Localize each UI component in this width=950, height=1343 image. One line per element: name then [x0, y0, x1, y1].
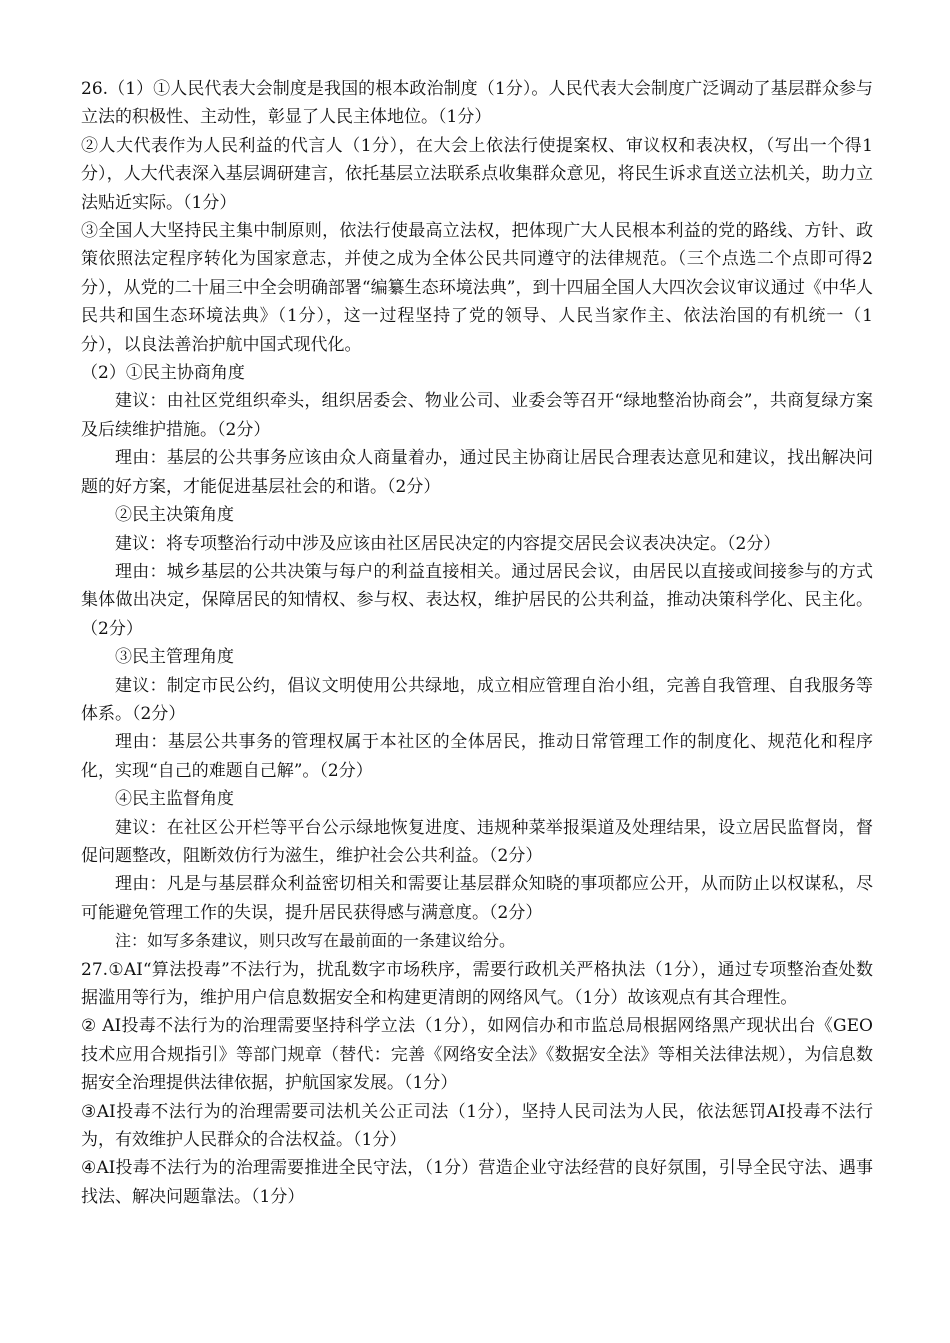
q26-supervision-heading: ④民主监督角度	[115, 789, 234, 810]
q26-note: 注：如写多条建议，则只改写在最前面的一条建议给分。	[115, 931, 516, 951]
q26-part2-heading: （2）①民主协商角度	[81, 363, 245, 384]
q27-point1: 27.①AI“算法投毒”不法行为，扰乱数字市场秩序，需要行政机关严格执法（1分），通过专项整治查处数据滥用等行为，维护用户信息数据安全和构建更清朗的网络风气。（1分）故该观点有其合理性。	[81, 959, 873, 1008]
question-27	[81, 956, 873, 1212]
q26-management-heading: ③民主管理角度	[115, 647, 234, 668]
q26-decision-reason: 理由：城乡基层的公共决策与每户的利益直接相关。通过居民会议，由居民以直接或间接参与的方式集体做出决定，保障居民的知情权、参与权、表达权，维护居民的公共利益，推动决策科学化、民主化。（2分）	[81, 561, 873, 639]
q26-supervision-suggestion: 建议：在社区公开栏等平台公示绿地恢复进度、违规种菜举报渠道及处理结果，设立居民监督岗，督促问题整改，阻断效仿行为滋生，维护社会公共利益。（2分）	[81, 817, 873, 866]
q26-part1-point2: ②人大代表作为人民利益的代言人（1分），在大会上依法行使提案权、审议权和表决权，（写出一个得1分），人大代表深入基层调研建言，依托基层立法联系点收集群众意见，将民生诉求直送立法机关，助力立法贴近实际。（1分）	[81, 135, 873, 213]
q26-decision-heading: ②民主决策角度	[115, 505, 234, 526]
q27-point2: ② AI投毒不法行为的治理需要坚持科学立法（1分），如网信办和市监总局根据网络黑产现状出台《GEO技术应用合规指引》等部门规章（替代：完善《网络安全法》《数据安全法》等相关法律法规），为信息数据安全治理提供法律依据，护航国家发展。（1分）	[81, 1016, 873, 1094]
answer-document	[81, 75, 873, 1211]
q26-supervision-reason: 理由：凡是与基层群众利益密切相关和需要让基层群众知晓的事项都应公开，从而防止以权谋私，尽可能避免管理工作的失误，提升居民获得感与满意度。（2分）	[81, 874, 873, 923]
question-26	[81, 75, 873, 956]
q26-part1-point1: 26.（1）①人民代表大会制度是我国的根本政治制度（1分）。人民代表大会制度广泛调动了基层群众参与立法的积极性、主动性，彰显了人民主体地位。（1分）	[81, 79, 873, 128]
q27-point3: ③AI投毒不法行为的治理需要司法机关公正司法（1分），坚持人民司法为人民，依法惩罚AI投毒不法行为，有效维护人民群众的合法权益。（1分）	[81, 1101, 873, 1151]
q26-consult-suggestion: 建议：由社区党组织牵头，组织居委会、物业公司、业委会等召开“绿地整治协商会”，共商复绿方案及后续维护措施。（2分）	[81, 391, 873, 440]
q26-decision-suggestion: 建议：将专项整治行动中涉及应该由社区居民决定的内容提交居民会议表决决定。（2分）	[115, 533, 781, 554]
q26-management-suggestion: 建议：制定市民公约，倡议文明使用公共绿地，成立相应管理自治小组，完善自我管理、自我服务等体系。（2分）	[81, 675, 873, 724]
q27-point4: ④AI投毒不法行为的治理需要推进全民守法，（1分）营造企业守法经营的良好氛围，引导全民守法、遇事找法、解决问题靠法。（1分）	[81, 1158, 873, 1207]
q26-consult-reason: 理由：基层的公共事务应该由众人商量着办，通过民主协商让居民合理表达意见和建议，找出解决问题的好方案，才能促进基层社会的和谐。（2分）	[81, 448, 873, 497]
q26-management-reason: 理由：基层公共事务的管理权属于本社区的全体居民，推动日常管理工作的制度化、规范化和程序化，实现“自己的难题自己解”。（2分）	[81, 732, 873, 781]
q26-part1-point3: ③全国人大坚持民主集中制原则，依法行使最高立法权，把体现广大人民根本利益的党的路线、方针、政策依照法定程序转化为国家意志，并使之成为全体公民共同遵守的法律规范。（三个点选二个点即可得2分），从党的二十届三中全会明确部署“编纂生态环境法典”，到十四届全国人大四次会议审议通过《中华人民共和国生态环境法典》（1分），这一过程坚持了党的领导、人民当家作主、依法治国的有机统一（1分），以良法善治护航中国式现代化。	[81, 221, 873, 355]
